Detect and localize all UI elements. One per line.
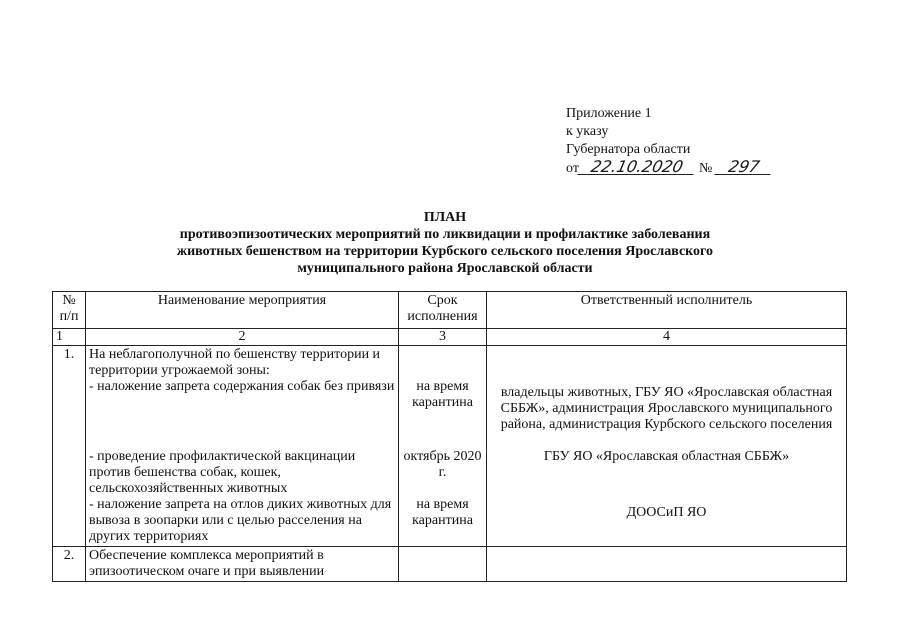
- row-2-name: Обеспечение комплекса мероприятий в эпизоотическом очаге и при выявлении: [86, 547, 399, 582]
- plan-table: [52, 291, 847, 582]
- number-sign: №: [698, 161, 713, 176]
- row-1-item-2-term: октябрь 2020 г.: [403, 449, 482, 480]
- row-2-executor: [487, 547, 847, 582]
- row-1-num: 1.: [53, 346, 86, 547]
- row-1-name: [86, 346, 399, 547]
- row-1-item-3-executor: ДООСиП ЯО: [626, 505, 707, 520]
- header-name: Наименование мероприятия: [86, 292, 399, 329]
- row-1-item-2-name: - проведение профилактической вакцинации против бешенства собак, кошек, сельскохозяйственных животных: [89, 449, 356, 496]
- table-row: [53, 547, 847, 582]
- header-executor: Ответственный исполнитель: [487, 292, 847, 329]
- from-label: от: [566, 161, 579, 176]
- appendix-block: [566, 105, 772, 178]
- row-2-num: 2.: [53, 547, 86, 582]
- table-row: [53, 346, 847, 547]
- row-1-item-3-term: на время карантина: [412, 497, 473, 528]
- row-1-item-1-name: - наложение запрета содержания собак без привязи: [89, 379, 395, 394]
- appendix-decree-ref: к указу: [566, 124, 609, 139]
- row-1-item-1-term: на время карантина: [412, 379, 473, 410]
- title-line-1: противоэпизоотических мероприятий по ликвидации и профилактике заболевания: [179, 227, 711, 242]
- title-line-2: животных бешенством на территории Курбского сельского поселения Ярославского: [176, 244, 714, 259]
- col-number-2: 2: [86, 329, 399, 346]
- appendix-governor-ref: Губернатора области: [566, 142, 691, 157]
- header-num: № п/п: [53, 292, 86, 329]
- handwritten-date: 22.10.2020: [577, 159, 696, 175]
- row-1-item-1-executor: владельцы животных, ГБУ ЯО «Ярославская областная СББЖ», администрация Ярославского муниципального района, администрация Курбского сельского поселения: [500, 385, 833, 432]
- document-title: [130, 209, 760, 277]
- row-1-terms: [399, 346, 487, 547]
- row-1-item-2-executor: ГБУ ЯО «Ярославская областная СББЖ»: [543, 449, 790, 464]
- title-heading: ПЛАН: [423, 210, 467, 225]
- col-number-3: 3: [399, 329, 487, 346]
- column-numbers-row: [53, 329, 847, 346]
- appendix-title: Приложение 1: [566, 106, 652, 121]
- handwritten-number: 297: [715, 159, 774, 175]
- col-number-1: 1: [53, 329, 86, 346]
- appendix-date-number: [566, 159, 772, 178]
- row-1-executors: [487, 346, 847, 547]
- header-term: Срок исполнения: [399, 292, 487, 329]
- title-line-3: муниципального района Ярославской области: [297, 261, 593, 276]
- row-1-intro: На неблагополучной по бешенству территории и территории угрожаемой зоны:: [89, 347, 381, 378]
- row-1-item-3-name: - наложение запрета на отлов диких животных для вывоза в зоопарки или с целью расселения на других территориях: [89, 497, 392, 544]
- row-2-term: [399, 547, 487, 582]
- table-header-row: [53, 292, 847, 329]
- col-number-4: 4: [487, 329, 847, 346]
